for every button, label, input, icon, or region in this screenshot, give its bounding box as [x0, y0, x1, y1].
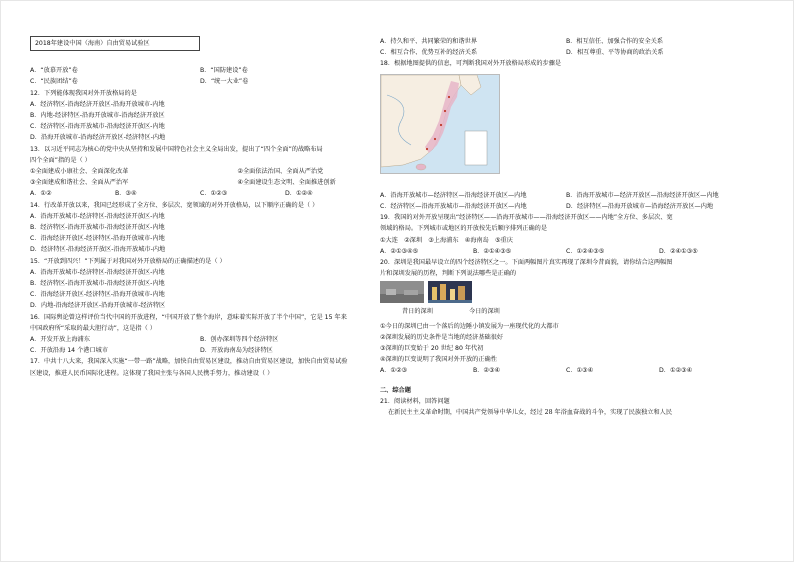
- q14-option-a[interactable]: A．沿海开放城市-经济特区-沿海经济开放区-内地: [30, 212, 165, 220]
- map-city-dot: [440, 124, 442, 126]
- q17-options-row-2: [380, 47, 752, 58]
- q16-option-a[interactable]: A．开发开放上海浦东: [30, 336, 90, 344]
- q11-option-a[interactable]: A．“放慕开放”卷: [30, 67, 78, 75]
- q11-options-row-1: [30, 65, 370, 76]
- shenzhen-photos: [380, 281, 752, 303]
- q20-item-1: ①今日的深圳已由一个落后的边陲小镇发展为一座现代化的大都市: [380, 322, 559, 330]
- q18-options-row-1: [380, 190, 752, 201]
- caption-new-shenzhen: 今日的深圳: [468, 308, 500, 316]
- q18-option-c[interactable]: C．经济特区—沿海开放城市—沿海经济开放区—内地: [380, 203, 527, 211]
- q13-option-b[interactable]: B．③④: [115, 190, 137, 198]
- q20-option-d[interactable]: D．①②③④: [659, 367, 693, 375]
- map-hainan-island: [416, 164, 426, 170]
- q13-option-d[interactable]: D．①②④: [285, 190, 313, 198]
- q20-item-4: ④深圳的巨变说明了我国对外开放的正确性: [380, 356, 497, 364]
- q20-item-2: ②深圳发展的历史条件是当地的经济基础很好: [380, 333, 504, 341]
- q19-option-a[interactable]: A．②①③④⑤: [380, 247, 419, 255]
- q17-stem-line-2: 区建设，推进人民币国际化进程。这体现了我国主张与各国人民携手努力，推动建设（ ）: [30, 369, 274, 377]
- q17-option-d[interactable]: D．相互尊重、平等协商的政治关系: [566, 49, 664, 57]
- q19-options: [380, 246, 752, 257]
- q16-stem-line-2: 中国政府所“采取的最大胆行动”，这是指（ ）: [30, 324, 156, 332]
- q19-stem-line-2: 领域的格局。下列城市或地区的开放按先后顺序排列正确的是: [380, 225, 548, 233]
- q18-option-d[interactable]: D．经济特区—沿海开放城市—沿海经济开放区—内地: [566, 203, 714, 211]
- q19-stem-line-1: 19．我国的对外开放呈现出“经济特区——沿海开放城市——沿海经济开放区——内地”全方位、多层次、宽: [380, 214, 673, 222]
- q16-options-row-1: [30, 334, 370, 345]
- q17-stem-line-1: 17．中共十八大来，我国深入实施“一带一路”战略，加快自由贸易区建设，推动自由贸易区建设，加快自由贸易试验: [30, 358, 348, 366]
- q19-option-d[interactable]: D．②④①③⑤: [659, 247, 698, 255]
- q13-items-row-2: [30, 177, 370, 188]
- q14-stem: 14．行改革开放以来，我国已经形成了全方位、多层次、宽领域的对外开放格局，以下顺序正确的是（ ）: [30, 201, 319, 209]
- q12-option-b[interactable]: B．内地-经济特区-沿海开放城市-沿海经济开放区: [30, 112, 165, 120]
- q20-item-3: ③深圳的巨变始于 20 世纪 80 年代初: [380, 345, 484, 353]
- map-city-dot: [434, 138, 436, 140]
- q20-option-a[interactable]: A．①②③: [380, 367, 408, 375]
- q17-option-c[interactable]: C．相互合作、优势互补的经济关系: [380, 49, 478, 57]
- q11-option-b[interactable]: B．“国防建设”卷: [200, 67, 248, 75]
- q17-option-a[interactable]: A．持久和平、共同繁荣的和谐世界: [380, 38, 478, 45]
- q15-option-d[interactable]: D．内地-沿海经济开放区-沿海开放城市-经济特区: [30, 302, 166, 310]
- q18-options-row-2: [380, 201, 752, 212]
- q19-items: ①大连 ②深圳 ③上海浦东 ④海南岛 ⑤重庆: [380, 236, 513, 244]
- q21-material-quote: 在新民主主义革命时期，中国共产党领导中华儿女，经过 28 年浴血奋战的斗争，实现了民族独立和人民: [388, 409, 673, 417]
- q13-item-1: ①全面建成小康社会、全面深化改革: [30, 168, 129, 176]
- q17-options-row-1: [380, 36, 752, 47]
- section-2-title: 二、综合题: [380, 386, 411, 394]
- q19-option-c[interactable]: C．①②④③⑤: [566, 247, 605, 255]
- q11-option-d[interactable]: D．“统一大业”卷: [200, 78, 249, 86]
- caption-old-shenzhen: 昔日的深圳: [402, 308, 433, 316]
- q20-stem-line-2: 片和深圳发展的历程，判断下列说法哪些是正确的: [380, 270, 517, 278]
- q13-item-4: ④全面建设生态文明、全面推进创新: [237, 179, 336, 187]
- old-shenzhen-photo: [380, 281, 424, 303]
- new-shenzhen-photo: [428, 281, 472, 303]
- q12-option-d[interactable]: D．沿海开放城市-沿海经济开放区-经济特区-内地: [30, 134, 166, 142]
- q16-stem-line-1: 16．国际舆论曾这样评价当代中国的开放进程，“中国开放了整个海岸，意味着实际开放了半个中国”，它是 15 年来: [30, 313, 347, 321]
- q14-option-b[interactable]: B．经济特区-沿海开放城市-沿海经济开放区-内地: [30, 224, 165, 232]
- q15-option-a[interactable]: A．沿海开放城市-经济特区-沿海经济开放区-内地: [30, 268, 165, 276]
- q16-option-b[interactable]: B．创办深圳等四个经济特区: [200, 336, 279, 344]
- q13-item-2: ②全面依法治国、全面从严治党: [237, 168, 324, 176]
- q16-option-c[interactable]: C．开放沿海 14 个港口城市: [30, 347, 109, 355]
- q20-option-c[interactable]: C．①③④: [566, 367, 594, 375]
- q19-option-b[interactable]: B．②①④③⑤: [473, 247, 512, 255]
- q13-options: [30, 188, 370, 199]
- q13-option-c[interactable]: C．①②③: [200, 190, 228, 198]
- photo-captions: [402, 306, 752, 317]
- q12-option-a[interactable]: A．经济特区-沿海经济开放区-沿海开放城市-内地: [30, 100, 165, 108]
- header-title-box: 2018年建设中国（海南）自由贸易试验区: [30, 36, 200, 51]
- map-city-dot: [426, 148, 428, 150]
- q15-stem: 15．“开放到四兴！”下列属于对我国对外开放格局的正确描述的是（ ）: [30, 257, 226, 265]
- q20-stem-line-1: 20．深圳是我国最早设立的四个经济特区之一。下面两幅图片真实再现了深圳今昔面貌，请你结合这两幅图: [380, 259, 673, 267]
- q13-option-a[interactable]: A．①②: [30, 190, 52, 198]
- map-city-dot: [448, 96, 450, 98]
- q15-option-c[interactable]: C．沿海经济开放区-经济特区-沿海开放城市-内地: [30, 291, 165, 299]
- map-inset-box: [465, 131, 487, 165]
- q20-options: [380, 365, 752, 376]
- q12-stem: 12．下列能体现我国对外开放格局的是: [30, 89, 137, 97]
- left-column: [30, 36, 370, 379]
- q13-item-3: ③全面建成和谐社会、全面从严治军: [30, 179, 129, 187]
- china-opening-map: [380, 74, 500, 174]
- q14-option-c[interactable]: C．沿海经济开放区-经济特区-沿海开放城市-内地: [30, 235, 165, 243]
- q18-stem: 18．根据地图提供的信息，可判断我国对外开放格局形成的步骤是: [380, 60, 562, 68]
- q15-option-b[interactable]: B．经济特区-沿海开放城市-沿海经济开放区-内地: [30, 280, 165, 288]
- q17-option-b[interactable]: B．相互信任、加强合作的安全关系: [566, 38, 664, 45]
- q21-stem: 21．阅读材料，回答问题: [380, 397, 450, 405]
- q20-option-b[interactable]: B．②③④: [473, 367, 501, 375]
- q13-items-row-1: [30, 166, 370, 177]
- q13-stem-line-2: 四个全面”指的是（ ）: [30, 156, 91, 164]
- q18-option-a[interactable]: A．沿海开放城市—经济特区—沿海经济开放区—内地: [380, 191, 527, 199]
- q16-options-row-2: [30, 345, 370, 356]
- q13-stem-line-1: 13．以习近平同志为核心的党中央从坚持和发展中国特色社会主义全局出发，提出了“四个全面”的战略布局: [30, 145, 323, 153]
- right-column: [380, 36, 752, 418]
- q18-option-b[interactable]: B．沿海开放城市—经济开放区—沿海经济开放区—内地: [566, 191, 719, 199]
- q11-options-row-2: [30, 76, 370, 87]
- q12-option-c[interactable]: C．经济特区-沿海开放城市-沿海经济开放区-内地: [30, 123, 165, 131]
- map-city-dot: [444, 110, 446, 112]
- q14-option-d[interactable]: D．经济特区-沿海经济开放区-沿海开放城市-内地: [30, 246, 166, 254]
- q16-option-d[interactable]: D．开放海南岛为经济特区: [200, 347, 273, 355]
- q11-option-c[interactable]: C．“民族团结”卷: [30, 78, 78, 86]
